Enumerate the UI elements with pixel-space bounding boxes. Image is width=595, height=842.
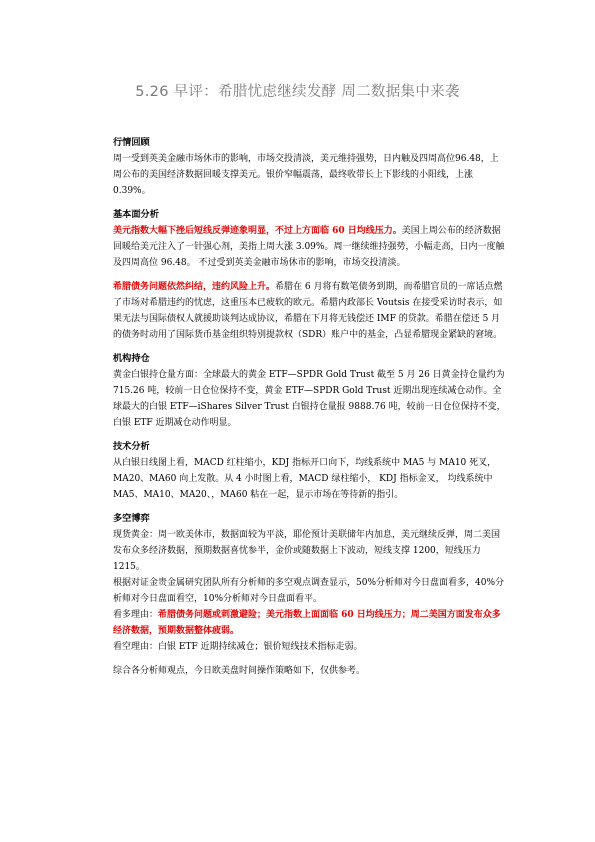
fundamental-paragraph-1: 美元指数大幅下挫后短线反弹迹象明显，不过上方面临 60 日均线压力。美国上周公布的经济数据回暖给美元注入了一针强心剂，美指上周大涨 3.09%。周一继续维持强势，小幅走高，日内一度触及四周高位 96.48。 不过受到英美金融市场休市的影响，市场交投清淡。 — [113, 226, 505, 268]
heading-technical: 技术分析 — [113, 441, 150, 452]
heading-debate: 多空博弈 — [113, 513, 150, 524]
bull-reasons-highlight: 希腊债务问题或刺激避险；美元指数上面面临 60 日均线压力；周二美国方面发布众多经济数据，预期数据整体疲弱。 — [113, 610, 501, 636]
heading-holdings: 机构持仓 — [113, 353, 150, 364]
bear-reasons: 看空理由：白银 ETF 近期持续减仓；银价短线技术指标走弱。 — [113, 642, 363, 652]
page-title: 5.26 早评：希腊忧虑继续发酵 周二数据集中来袭 — [135, 84, 460, 100]
holdings-paragraph: 黄金白银持仓量方面：全球最大的黄金 ETF—SPDR Gold Trust 截至 5 月 26 日黄金持仓量约为 715.26 吨，较前一日仓位保持不变，黄金 ETF—SPDR Gold Trust 近期出现连续减仓动作。全球最大的白银 ETF—iShares Silver Trust 白银持仓量报 9888.76 吨，较前一日仓位保持不变，白银 ETF 近期减仓动作明显。 — [113, 370, 506, 428]
heading-fundamental: 基本面分析 — [113, 209, 159, 220]
fundamental-highlight-2: 希腊债务问题依然纠结，违约风险上升。 — [113, 282, 276, 292]
fundamental-highlight-1: 美元指数大幅下挫后短线反弹迹象明显，不过上方面临 60 日均线压力。 — [113, 226, 402, 236]
technical-paragraph: 从白银日线图上看，MACD 红柱缩小，KDJ 指标开口向下，均线系统中 MA5 与 MA10 死叉，MA20、MA60 向上发散。从 4 小时图上看，MACD 绿柱缩小， KDJ 指标金叉， 均线系统中 MA5、MA10、MA20、，MA60 粘在一起，显示市场在等待新的指引。 — [113, 458, 497, 500]
document-body — [113, 135, 506, 679]
fundamental-paragraph-2: 希腊债务问题依然纠结，违约风险上升。希腊在 6 月将有数笔债务到期，而希腊官员的一席话点燃了市场对希腊违约的忧虑，这重压本已疲软的欧元。希腊内政部长 Voutsis 在接受采访时表示，如果无法与国际债权人就援助谈判达成协议，希腊在下月将无钱偿还 IMF 的贷款。希腊在偿还 5 月的债务时动用了国际货币基金组织特别提款权（SDR）账户中的基金，凸显希腊现金紧缺的窘境。 — [113, 282, 503, 340]
debate-paragraph-1: 现货黄金：周一欧美休市，数据面较为平淡，耶伦预计美联储年内加息，美元继续反弹，周二美国发布众多经济数据，预期数据喜忧参半，金价或随数据上下波动，短线支撑 1200，短线压力 1215。 — [113, 530, 501, 572]
debate-paragraph-2: 根据对证金贵金属研究团队所有分析师的多空观点调查显示，50%分析师对今日盘面看多，40%分析师对今日盘面看空，10%分析师对今日盘面看平。 — [113, 578, 505, 604]
conclusion-paragraph: 综合各分析师观点，今日欧美盘时间操作策略如下，仅供参考。 — [113, 666, 366, 676]
heading-market: 行情回顾 — [113, 137, 150, 148]
bull-reasons: 看多理由：希腊债务问题或刺激避险；美元指数上面面临 60 日均线压力；周二美国方面发布众多经济数据，预期数据整体疲弱。 — [113, 610, 501, 636]
market-paragraph: 周一受到英美金融市场休市的影响，市场交投清淡，美元维持强势，日内触及四周高位96.48，上周公布的美国经济数据回暖支撑美元。银价窄幅震荡，最终收带长上下影线的小阳线，上涨0.39%。 — [113, 154, 499, 196]
